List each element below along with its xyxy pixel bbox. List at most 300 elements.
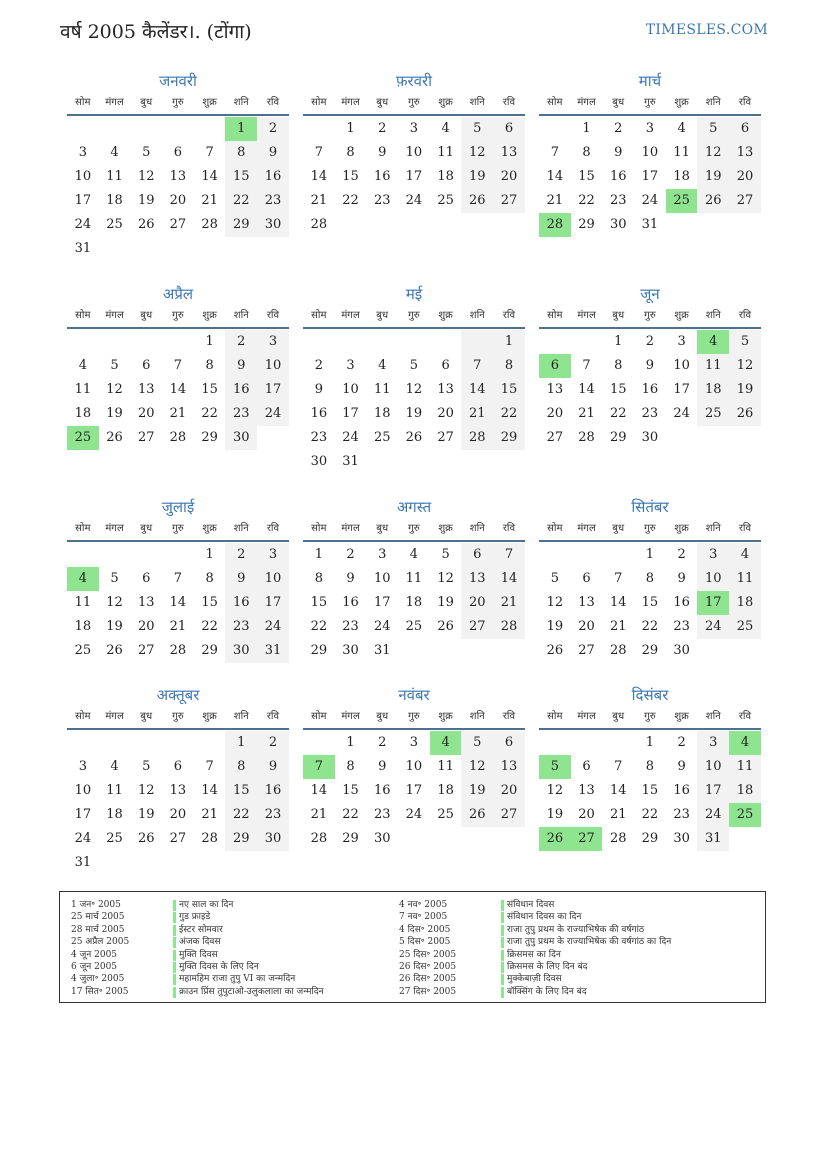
day-cell: 5 <box>729 330 761 354</box>
weekday-label: शनि <box>469 523 485 534</box>
day-cell: 11 <box>373 382 391 397</box>
day-cell: 3 <box>78 759 87 774</box>
day-cell: 16 <box>373 169 391 184</box>
day-cell: 28 <box>493 615 525 639</box>
holiday-date: 17 सित॰ 2005 <box>71 986 129 997</box>
holiday-name: महामहिम राजा तुपु VI का जन्मदिन <box>179 974 296 985</box>
day-cell: 10 <box>697 567 729 591</box>
day-cell: 27 <box>169 831 187 846</box>
holiday-marker <box>173 974 176 985</box>
day-cell-empty <box>67 117 99 141</box>
day-cell: 5 <box>142 759 151 774</box>
day-cell: 28 <box>169 430 187 445</box>
day-cell: 14 <box>201 169 218 184</box>
day-cell: 2 <box>225 543 257 567</box>
day-cell: 9 <box>378 759 387 774</box>
day-grid <box>539 117 761 237</box>
day-cell-empty <box>130 731 162 755</box>
day-cell-empty <box>303 330 335 354</box>
day-cell: 7 <box>205 145 214 160</box>
day-cell: 15 <box>578 169 595 184</box>
day-cell: 24 <box>641 193 659 208</box>
day-cell: 8 <box>493 354 525 378</box>
weekday-header <box>303 92 525 116</box>
month-name: नवंबर <box>398 686 430 704</box>
holiday-date: 4 जून 2005 <box>71 949 118 960</box>
weekday-label: शुक्र <box>438 523 453 534</box>
day-cell: 3 <box>257 543 289 567</box>
holiday-date: 5 दिस॰ 2005 <box>399 937 451 948</box>
day-cell: 13 <box>137 382 155 397</box>
month-11 <box>303 684 525 851</box>
day-cell: 17 <box>673 382 690 397</box>
day-cell: 19 <box>461 165 493 189</box>
day-cell: 13 <box>729 141 761 165</box>
day-cell: 4 <box>110 759 119 774</box>
day-cell: 25 <box>437 193 454 208</box>
day-cell: 14 <box>578 382 595 397</box>
month-2 <box>303 70 525 237</box>
day-cell: 30 <box>641 430 659 445</box>
day-cell: 24 <box>74 831 92 846</box>
day-cell: 23 <box>673 807 690 822</box>
weekday-label: शनि <box>469 97 485 108</box>
day-cell: 30 <box>225 639 257 663</box>
day-cell: 24 <box>673 406 690 421</box>
weekday-label: शुक्र <box>438 711 453 722</box>
day-cell: 20 <box>169 193 187 208</box>
day-cell: 23 <box>257 803 289 827</box>
day-cell: 31 <box>373 643 391 658</box>
day-cell: 18 <box>74 406 92 421</box>
day-cell: 17 <box>405 783 423 798</box>
day-cell: 7 <box>461 354 493 378</box>
day-cell-empty <box>366 330 398 354</box>
weekday-label: गुरु <box>408 523 420 534</box>
day-cell: 23 <box>257 189 289 213</box>
day-cell: 19 <box>106 406 123 421</box>
day-cell: 1 <box>645 547 655 562</box>
day-cell: 10 <box>342 382 359 397</box>
day-cell: 22 <box>201 406 218 421</box>
day-cell-empty <box>571 543 603 567</box>
day-cell: 25 <box>106 217 123 232</box>
day-cell: 3 <box>257 330 289 354</box>
day-cell: 2 <box>257 117 289 141</box>
day-cell: 31 <box>74 855 92 870</box>
day-cell: 3 <box>78 145 87 160</box>
day-cell-empty <box>194 117 226 141</box>
day-cell: 14 <box>310 783 328 798</box>
weekday-label: सोम <box>311 523 327 534</box>
weekday-label: शनि <box>705 97 721 108</box>
day-cell: 2 <box>225 330 257 354</box>
day-cell-empty <box>99 731 131 755</box>
holiday-legend <box>59 891 766 1003</box>
day-cell: 10 <box>405 759 423 774</box>
day-cell: 8 <box>645 571 655 586</box>
holiday-name: राजा तुपु प्रथम के राज्याभिषेक की वर्षगांठ का दिन <box>507 937 672 948</box>
day-cell: 14 <box>310 169 328 184</box>
weekday-label: मंगल <box>341 711 360 722</box>
month-name: दिसंबर <box>631 686 669 704</box>
day-cell: 27 <box>729 189 761 213</box>
day-cell: 4 <box>78 358 87 373</box>
day-cell: 18 <box>106 807 123 822</box>
day-cell: 15 <box>310 595 328 610</box>
month-name: जनवरी <box>159 72 197 90</box>
weekday-label: गुरु <box>408 97 420 108</box>
day-cell: 16 <box>373 783 391 798</box>
day-cell: 24 <box>405 193 423 208</box>
day-cell: 1 <box>225 731 257 755</box>
day-cell: 5 <box>461 117 493 141</box>
day-grid <box>67 543 289 663</box>
weekday-label: बुध <box>140 310 153 321</box>
weekday-label: गुरु <box>408 310 420 321</box>
day-cell: 26 <box>729 402 761 426</box>
day-cell: 17 <box>342 406 359 421</box>
weekday-label: मंगल <box>105 310 124 321</box>
day-cell: 13 <box>461 567 493 591</box>
site-link[interactable]: TIMESLES.COM <box>645 22 768 38</box>
day-cell: 7 <box>314 145 323 160</box>
day-cell: 11 <box>697 354 729 378</box>
day-cell-empty <box>335 330 367 354</box>
day-cell: 26 <box>697 189 729 213</box>
day-cell: 7 <box>550 145 559 160</box>
day-cell: 17 <box>257 591 289 615</box>
weekday-label: मंगल <box>577 523 596 534</box>
day-cell: 15 <box>225 165 257 189</box>
day-cell: 26 <box>137 217 155 232</box>
holiday-date: 4 नव॰ 2005 <box>399 900 448 910</box>
month-4 <box>67 283 289 450</box>
day-cell: 2 <box>378 121 387 136</box>
day-cell: 9 <box>614 145 623 160</box>
weekday-label: गुरु <box>172 310 184 321</box>
day-cell: 19 <box>137 193 155 208</box>
weekday-label: शुक्र <box>202 97 217 108</box>
day-cell: 12 <box>697 141 729 165</box>
day-cell: 7 <box>614 571 623 586</box>
day-cell: 7 <box>493 543 525 567</box>
weekday-label: रवि <box>738 711 752 722</box>
holiday-name: क्रिसमस का दिन <box>507 949 561 960</box>
day-cell: 21 <box>169 406 187 421</box>
day-cell-empty <box>67 543 99 567</box>
day-cell: 22 <box>493 402 525 426</box>
day-cell: 20 <box>546 406 564 421</box>
day-cell: 5 <box>539 755 571 779</box>
day-cell: 12 <box>546 595 564 610</box>
day-cell: 29 <box>342 831 359 846</box>
weekday-label: रवि <box>266 523 280 534</box>
holiday-name: मुक्ति दिवस <box>179 949 218 960</box>
day-cell: 27 <box>169 217 187 232</box>
weekday-label: गुरु <box>644 97 656 108</box>
weekday-header <box>539 706 761 730</box>
day-cell-empty <box>130 543 162 567</box>
day-cell: 5 <box>409 358 419 373</box>
weekday-label: गुरु <box>644 523 656 534</box>
day-cell: 7 <box>173 571 183 586</box>
day-cell: 6 <box>142 358 151 373</box>
weekday-label: शुक्र <box>202 310 217 321</box>
day-cell: 16 <box>673 595 690 610</box>
month-9 <box>539 496 761 663</box>
day-cell: 13 <box>493 141 525 165</box>
weekday-label: बुध <box>376 97 389 108</box>
weekday-label: शनि <box>233 310 249 321</box>
day-cell: 6 <box>582 571 591 586</box>
holiday-name: ईस्टर सोमवार <box>179 924 223 935</box>
weekday-header <box>67 518 289 542</box>
day-cell: 8 <box>582 145 591 160</box>
day-cell-empty <box>571 330 603 354</box>
weekday-label: सोम <box>311 310 327 321</box>
day-grid <box>539 330 761 450</box>
day-cell: 18 <box>729 779 761 803</box>
day-cell: 10 <box>697 755 729 779</box>
day-cell: 26 <box>106 430 123 445</box>
day-cell: 14 <box>201 783 218 798</box>
day-cell: 5 <box>142 145 151 160</box>
holiday-marker <box>501 937 504 948</box>
day-cell: 26 <box>437 619 454 634</box>
day-cell: 21 <box>310 807 328 822</box>
day-cell: 18 <box>74 619 92 634</box>
day-cell: 25 <box>666 189 698 213</box>
day-cell: 10 <box>373 571 391 586</box>
weekday-label: रवि <box>502 523 516 534</box>
day-cell: 15 <box>201 595 218 610</box>
day-cell: 3 <box>409 735 419 750</box>
day-cell: 1 <box>205 334 214 349</box>
day-cell: 24 <box>257 615 289 639</box>
holiday-date: 7 नव॰ 2005 <box>399 912 448 923</box>
day-cell: 2 <box>314 358 323 373</box>
day-cell: 22 <box>609 406 627 421</box>
weekday-label: सोम <box>75 523 91 534</box>
day-cell: 28 <box>310 831 328 846</box>
day-cell: 22 <box>225 803 257 827</box>
day-cell: 18 <box>437 783 454 798</box>
day-cell: 15 <box>342 169 359 184</box>
day-cell-empty <box>162 117 194 141</box>
day-cell: 11 <box>74 595 92 610</box>
weekday-header <box>303 706 525 730</box>
day-cell: 15 <box>342 783 359 798</box>
day-cell: 6 <box>493 731 525 755</box>
weekday-label: सोम <box>547 711 563 722</box>
day-cell: 30 <box>257 827 289 851</box>
weekday-label: शनि <box>705 711 721 722</box>
day-cell: 19 <box>546 619 564 634</box>
day-cell: 19 <box>137 807 155 822</box>
month-name: मई <box>405 285 423 303</box>
day-cell: 7 <box>173 358 183 373</box>
day-cell: 17 <box>641 169 659 184</box>
month-7 <box>67 496 289 663</box>
day-cell: 27 <box>493 189 525 213</box>
day-cell: 13 <box>169 169 187 184</box>
weekday-label: मंगल <box>105 711 124 722</box>
holiday-marker <box>501 950 504 961</box>
day-cell: 8 <box>225 755 257 779</box>
day-grid <box>303 330 525 474</box>
day-cell: 5 <box>441 547 450 562</box>
weekday-label: सोम <box>547 310 563 321</box>
month-5 <box>303 283 525 474</box>
day-cell: 19 <box>729 378 761 402</box>
month-3 <box>539 70 761 237</box>
weekday-label: रवि <box>502 97 516 108</box>
day-cell: 9 <box>225 567 257 591</box>
day-cell: 10 <box>641 145 659 160</box>
day-cell: 5 <box>461 731 493 755</box>
holiday-name: क्राउन प्रिंस तुपुटाओ-उलुकलाला का जन्मदिन <box>179 986 324 997</box>
day-cell: 13 <box>578 595 595 610</box>
day-cell: 24 <box>257 402 289 426</box>
day-cell: 26 <box>461 189 493 213</box>
day-cell: 10 <box>74 783 92 798</box>
day-cell: 14 <box>609 595 627 610</box>
day-cell-empty <box>398 330 430 354</box>
day-cell: 7 <box>303 755 335 779</box>
day-cell: 2 <box>677 735 686 750</box>
weekday-label: सोम <box>547 97 563 108</box>
day-cell: 28 <box>169 643 187 658</box>
month-6 <box>539 283 761 450</box>
day-cell-empty <box>99 543 131 567</box>
day-cell: 12 <box>106 595 123 610</box>
day-cell: 31 <box>641 217 659 232</box>
weekday-label: शुक्र <box>674 711 689 722</box>
holiday-date: 26 दिस॰ 2005 <box>399 961 457 972</box>
weekday-label: गुरु <box>644 310 656 321</box>
day-grid <box>303 543 525 663</box>
day-cell: 14 <box>546 169 564 184</box>
day-cell: 23 <box>609 193 627 208</box>
day-cell: 27 <box>571 827 603 851</box>
weekday-label: सोम <box>75 711 91 722</box>
day-grid <box>303 117 525 237</box>
day-cell-empty <box>602 731 634 755</box>
day-cell: 20 <box>578 807 595 822</box>
month-name: जुलाई <box>161 498 195 516</box>
day-cell: 10 <box>74 169 92 184</box>
day-cell-empty <box>162 543 194 567</box>
weekday-label: शुक्र <box>202 523 217 534</box>
day-cell: 25 <box>437 807 454 822</box>
weekday-label: शनि <box>469 711 485 722</box>
day-cell: 11 <box>729 755 761 779</box>
day-cell: 4 <box>67 567 99 591</box>
weekday-label: बुध <box>376 523 389 534</box>
day-cell: 25 <box>729 803 761 827</box>
day-cell: 8 <box>205 358 214 373</box>
day-cell: 29 <box>201 430 218 445</box>
day-cell: 29 <box>225 213 257 237</box>
day-cell: 2 <box>645 334 655 349</box>
weekday-label: गुरु <box>172 523 184 534</box>
day-cell: 30 <box>342 643 359 658</box>
day-cell: 24 <box>74 217 92 232</box>
day-cell: 1 <box>346 121 355 136</box>
day-cell: 24 <box>405 807 423 822</box>
day-cell: 11 <box>729 567 761 591</box>
weekday-label: रवि <box>266 97 280 108</box>
day-cell-empty <box>303 117 335 141</box>
holiday-name: मुक्केबाज़ी दिवस <box>507 974 562 985</box>
day-cell: 9 <box>378 145 387 160</box>
day-cell-empty <box>99 330 131 354</box>
day-cell: 2 <box>378 735 387 750</box>
day-cell: 20 <box>169 807 187 822</box>
month-name: सितंबर <box>631 498 669 516</box>
holiday-marker <box>173 987 176 998</box>
day-cell: 25 <box>405 619 423 634</box>
day-cell: 9 <box>257 141 289 165</box>
weekday-label: शनि <box>233 523 249 534</box>
weekday-label: शुक्र <box>438 310 453 321</box>
day-cell: 19 <box>405 406 423 421</box>
day-cell: 21 <box>169 619 187 634</box>
holiday-marker <box>173 925 176 936</box>
holiday-date: 28 मार्च 2005 <box>71 924 125 935</box>
weekday-label: शुक्र <box>674 523 689 534</box>
day-cell: 12 <box>137 169 155 184</box>
day-cell: 23 <box>373 193 391 208</box>
day-cell: 6 <box>173 145 183 160</box>
weekday-label: रवि <box>738 310 752 321</box>
day-cell: 6 <box>173 759 183 774</box>
month-name: जून <box>640 285 660 303</box>
holiday-marker <box>173 912 176 923</box>
weekday-label: शुक्र <box>202 711 217 722</box>
holiday-marker <box>173 962 176 973</box>
day-cell: 31 <box>74 241 92 256</box>
day-cell: 15 <box>641 783 659 798</box>
holiday-marker <box>501 912 504 923</box>
day-cell: 11 <box>106 169 123 184</box>
day-cell: 4 <box>729 543 761 567</box>
day-cell: 13 <box>137 595 155 610</box>
day-cell: 1 <box>346 735 355 750</box>
weekday-label: शनि <box>233 97 249 108</box>
day-cell: 5 <box>697 117 729 141</box>
day-grid <box>67 330 289 450</box>
day-grid <box>539 731 761 851</box>
day-cell: 8 <box>205 571 214 586</box>
day-cell: 25 <box>67 426 99 450</box>
day-cell: 14 <box>169 595 187 610</box>
day-cell: 15 <box>641 595 659 610</box>
weekday-label: बुध <box>140 97 153 108</box>
day-cell: 29 <box>641 831 659 846</box>
day-cell: 29 <box>493 426 525 450</box>
day-cell: 23 <box>310 430 328 445</box>
weekday-header <box>539 518 761 542</box>
day-cell-empty <box>67 330 99 354</box>
day-cell: 20 <box>729 165 761 189</box>
day-cell: 24 <box>373 619 391 634</box>
day-cell: 5 <box>550 571 559 586</box>
day-cell-empty <box>194 731 226 755</box>
weekday-label: रवि <box>266 711 280 722</box>
day-cell: 18 <box>437 169 454 184</box>
